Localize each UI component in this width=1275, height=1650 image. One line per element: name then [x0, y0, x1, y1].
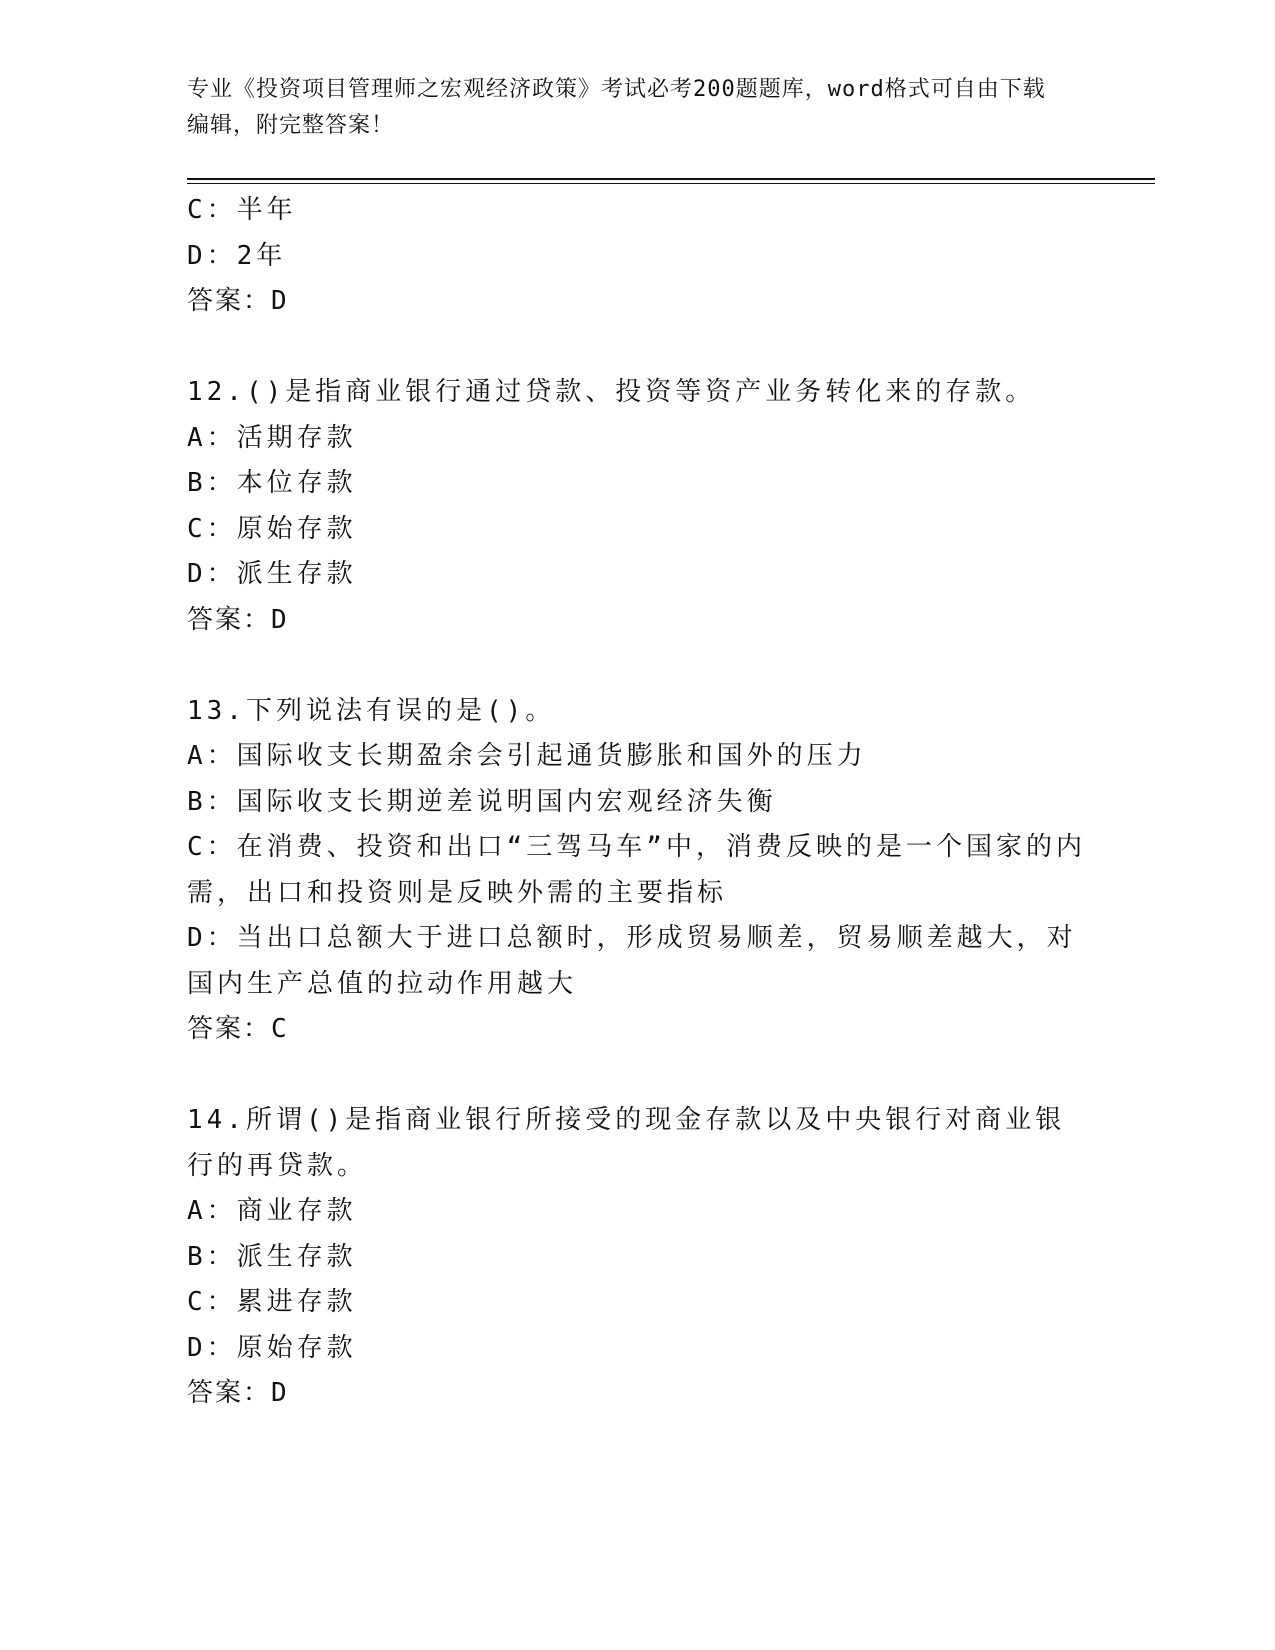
- question-stem: 13.下列说法有误的是()。: [187, 695, 556, 726]
- question-14: [187, 1098, 1087, 1417]
- option-d: D：原始存款: [187, 1332, 357, 1363]
- question-stem: 12.()是指商业银行通过贷款、投资等资产业务转化来的存款。: [187, 377, 1036, 407]
- option-d: D：2年: [187, 240, 287, 271]
- option-a: A：商业存款: [187, 1196, 357, 1226]
- option-c: C：累进存款: [187, 1287, 357, 1317]
- option-c: C：半年: [187, 195, 297, 225]
- option-a: A：活期存款: [187, 422, 357, 453]
- answer: 答案：D: [187, 604, 289, 635]
- header-divider-thin: [187, 183, 1155, 184]
- answer: 答案：D: [187, 1378, 289, 1408]
- option-c: C：在消费、投资和出口“三驾马车”中，消费反映的是一个国家的内需，出口和投资则是反映外需的主要指标: [187, 832, 1086, 908]
- question-stem: 14.所谓()是指商业银行所接受的现金存款以及中央银行对商业银行的再贷款。: [187, 1105, 1066, 1181]
- option-a: A：国际收支长期盈余会引起通货膨胀和国外的压力: [187, 741, 867, 771]
- option-b: B：派生存款: [187, 1241, 357, 1272]
- option-b: B：本位存款: [187, 468, 357, 498]
- option-d: D：当出口总额大于进口总额时，形成贸易顺差，贸易顺差越大，对国内生产总值的拉动作用越大: [187, 923, 1077, 999]
- document-header: 专业《投资项目管理师之宏观经济政策》考试必考200题题库，word格式可自由下载编辑，附完整答案！: [187, 77, 1046, 138]
- option-b: B：国际收支长期逆差说明国内宏观经济失衡: [187, 786, 777, 817]
- option-d: D：派生存款: [187, 559, 357, 589]
- question-12: [187, 370, 1087, 643]
- option-c: C：原始存款: [187, 513, 357, 544]
- question-13: [187, 689, 1087, 1053]
- answer: 答案：C: [187, 1014, 289, 1044]
- question-carryover: [187, 188, 1087, 325]
- question-list: [187, 188, 1087, 1417]
- header-divider-thick: [187, 178, 1155, 180]
- answer: 答案：D: [187, 286, 289, 316]
